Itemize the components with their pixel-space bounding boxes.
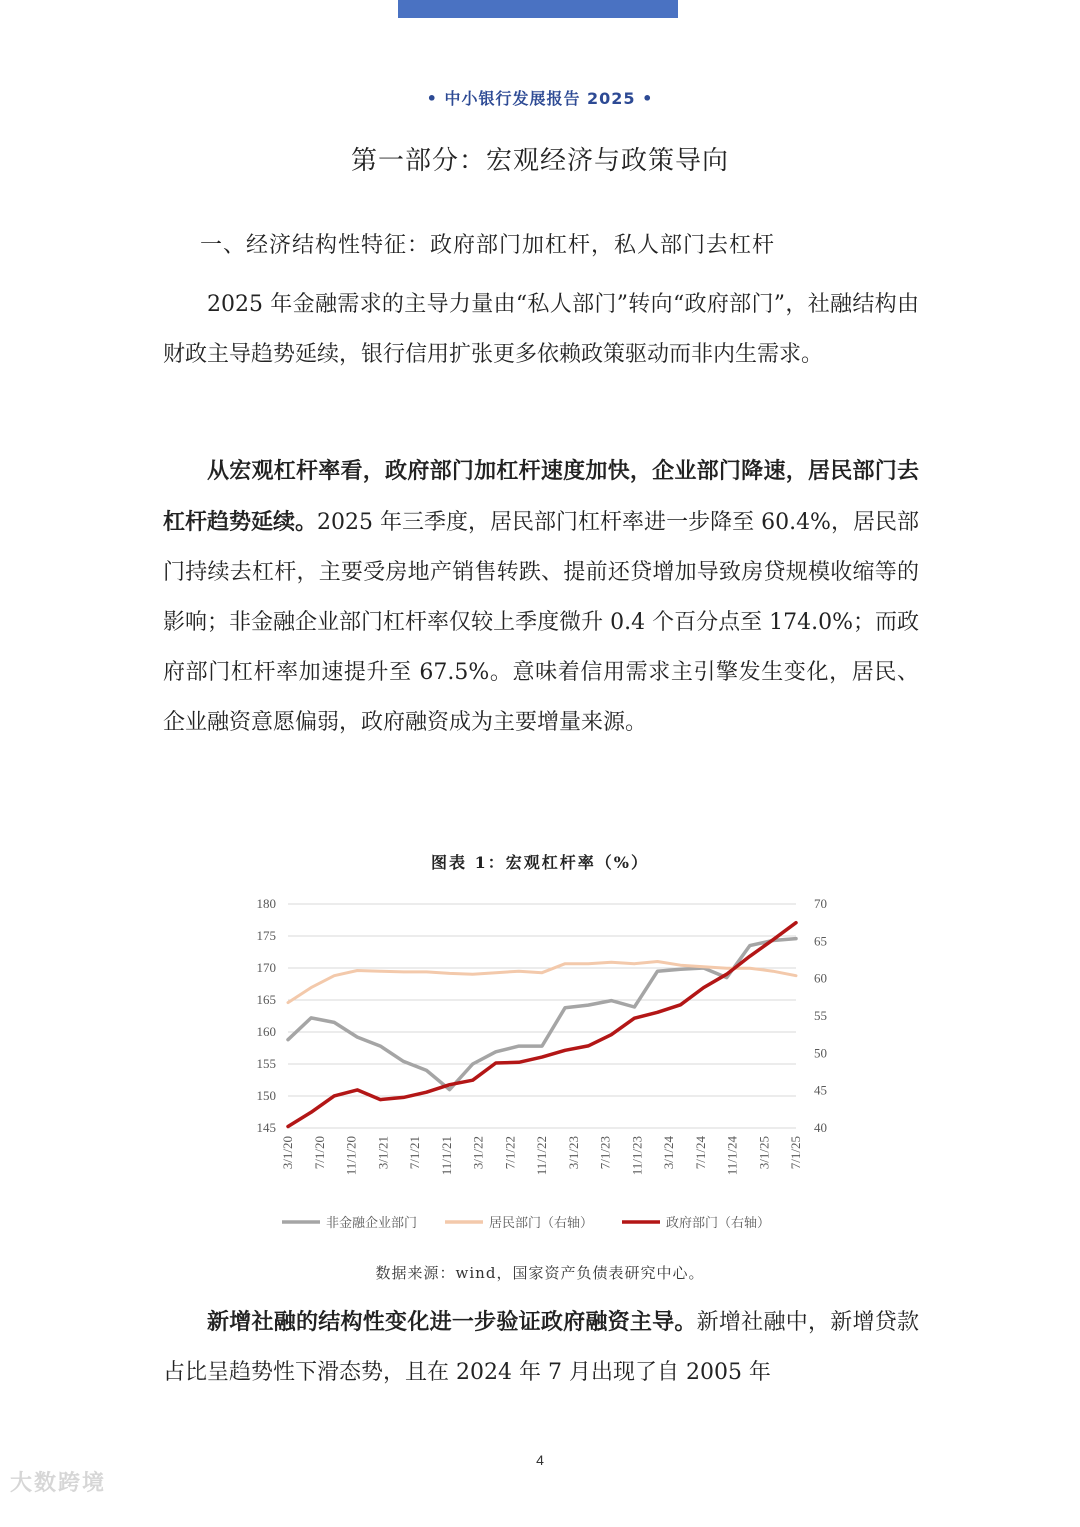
running-header: • 中小银行发展报告 2025 • xyxy=(426,89,654,108)
x-tick-label: 11/1/23 xyxy=(629,1136,645,1176)
y-right-tick-label: 65 xyxy=(814,933,827,949)
figure-source: 数据来源：wind，国家资产负债表研究中心。 xyxy=(375,1264,705,1282)
figure-caption: 图表 1：宏观杠杆率（%） xyxy=(431,853,649,872)
x-tick-label: 7/1/22 xyxy=(502,1136,518,1170)
y-left-tick-label: 175 xyxy=(256,928,276,943)
x-tick-label: 3/1/22 xyxy=(470,1136,486,1170)
x-tick-label: 11/1/20 xyxy=(343,1136,359,1176)
watermark-logo: 大数跨境 xyxy=(10,1471,107,1496)
y-right-tick-label: 40 xyxy=(814,1120,827,1135)
x-tick-label: 7/1/20 xyxy=(311,1136,327,1170)
y-right-tick-label: 60 xyxy=(814,970,827,986)
paragraph-intro xyxy=(163,280,919,380)
y-right-tick-label: 70 xyxy=(814,896,827,911)
section-title: 一、经济结构性特征：政府部门加杠杆，私人部门去杠杆 xyxy=(200,233,776,258)
y-left-tick-label: 145 xyxy=(256,1120,276,1135)
y-right-tick-label: 55 xyxy=(814,1008,827,1023)
x-tick-label: 11/1/22 xyxy=(534,1136,549,1176)
paragraph-leverage xyxy=(163,446,919,748)
legend-label: 政府部门（右轴） xyxy=(666,1216,771,1231)
y-left-tick-label: 160 xyxy=(256,1024,276,1039)
page-number: 4 xyxy=(536,1452,544,1468)
x-tick-label: 7/1/21 xyxy=(407,1136,422,1170)
y-left-tick-label: 150 xyxy=(256,1088,276,1103)
legend-label: 居民部门（右轴） xyxy=(489,1216,594,1231)
paragraph-leverage-text: 2025 年三季度，居民部门杠杆率进一步降至 60.4%，居民部门持续去杠杆，主要受房地产销售转跌、提前还贷增加导致房贷规模收缩等的影响；非金融企业部门杠杆率仅较上季度微升 0.4 个百分点至 174.0%；而政府部门杠杆率加速提升至 67.5%。意味着信用需求主引擎发生变化，居民、企业融资意愿偏弱，政府融资成为主要增量来源。 xyxy=(163,510,919,735)
x-tick-label: 11/1/24 xyxy=(724,1136,740,1176)
series-line xyxy=(288,939,796,1090)
x-tick-label: 3/1/24 xyxy=(661,1136,676,1170)
paragraph-intro-text: 2025 年金融需求的主导力量由“私人部门”转向“政府部门”，社融结构由财政主导趋势延续，银行信用扩张更多依赖政策驱动而非内生需求。 xyxy=(163,292,919,367)
y-right-tick-label: 50 xyxy=(814,1045,827,1061)
y-left-tick-label: 155 xyxy=(256,1056,276,1071)
paragraph-social-financing-lead: 新增社融的结构性变化进一步验证政府融资主导。 xyxy=(207,1309,697,1335)
legend-label: 非金融企业部门 xyxy=(326,1216,418,1231)
y-left-tick-label: 165 xyxy=(256,992,276,1007)
x-tick-label: 7/1/24 xyxy=(692,1136,708,1170)
x-tick-label: 3/1/21 xyxy=(375,1136,391,1170)
macro-leverage-chart xyxy=(240,890,840,1250)
x-tick-label: 3/1/23 xyxy=(565,1136,581,1170)
y-left-tick-label: 170 xyxy=(256,960,276,975)
x-tick-label: 11/1/21 xyxy=(438,1136,454,1176)
paragraph-social-financing xyxy=(163,1297,919,1398)
y-left-tick-label: 180 xyxy=(256,896,276,911)
part-title: 第一部分：宏观经济与政策导向 xyxy=(350,146,729,176)
x-tick-label: 7/1/23 xyxy=(597,1136,613,1170)
x-tick-label: 3/1/25 xyxy=(756,1136,772,1170)
paragraph-leverage-lead: 从宏观杠杆率看，政府部门加杠杆速度加快，企业部门降速，居民部门去杠杆趋势延续。 xyxy=(163,458,919,535)
x-tick-label: 3/1/20 xyxy=(280,1136,295,1170)
paragraph-social-financing-text: 新增社融中，新增贷款占比呈趋势性下滑态势，且在 2024 年 7 月出现了自 2005 年 xyxy=(163,1310,919,1385)
y-right-tick-label: 45 xyxy=(814,1082,827,1098)
x-tick-label: 7/1/25 xyxy=(788,1136,803,1170)
header-accent-bar xyxy=(398,0,678,18)
